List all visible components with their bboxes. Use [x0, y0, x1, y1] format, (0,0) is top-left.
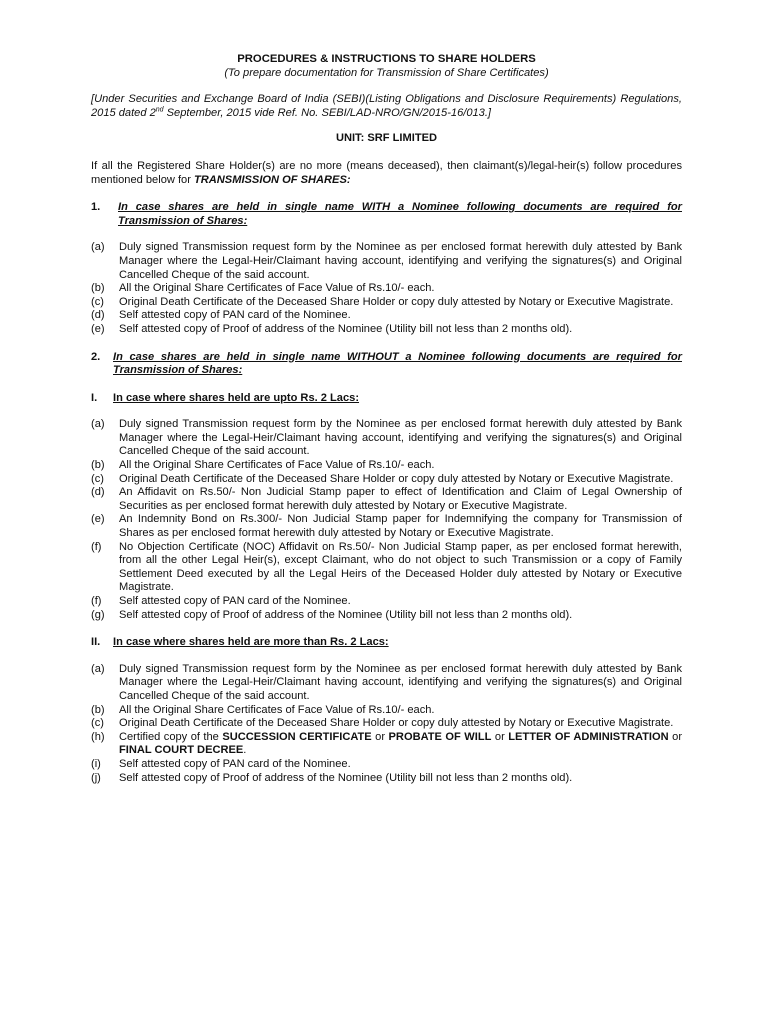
item-text: No Objection Certificate (NOC) Affidavit on Rs.50/- Non Judicial Stamp paper, as per enclosed format herewith, from all the other Legal Heir(s), except Claimant, who do not object to such Transmission or a copy of Family Settlement Deed executed by all the Legal Heirs of the Deceased Holder duly attested by Notary or Executive Magistrate.	[119, 540, 682, 594]
list-item	[91, 296, 682, 310]
list-item	[91, 309, 682, 323]
item-text: Self attested copy of PAN card of the Nominee.	[119, 757, 351, 770]
list-item	[91, 717, 682, 731]
item-h-text-2: or	[371, 730, 389, 743]
item-h-text-5: .	[243, 744, 247, 757]
item-text: Duly signed Transmission request form by the Nominee as per enclosed format herewith duly attested by Bank Manager where the Legal-Heir/Claimant having account, identifying and verifying the signatures(s) and Original Cancelled Cheque of the said account.	[119, 662, 682, 702]
probate-of-will: PROBATE OF WILL	[388, 730, 492, 743]
list-item	[91, 609, 682, 623]
item-label: (c)	[91, 295, 104, 308]
intro-emphasis: TRANSMISSION OF SHARES:	[194, 173, 351, 186]
succession-certificate: SUCCESSION CERTIFICATE	[222, 730, 372, 743]
part-i-heading	[91, 392, 682, 406]
regulation-reference	[91, 93, 682, 120]
item-label: (b)	[91, 282, 105, 295]
item-label: (a)	[91, 662, 105, 675]
item-text: All the Original Share Certificates of Face Value of Rs.10/- each.	[119, 459, 435, 472]
part-i-list	[91, 418, 682, 622]
list-item	[91, 704, 682, 718]
section-heading-text: In case shares are held in single name WITHOUT a Nominee following documents are required for Transmission of Shares:	[113, 350, 682, 377]
item-text: Self attested copy of Proof of address of the Nominee (Utility bill not less than 2 months old).	[119, 322, 573, 335]
item-label: (f)	[91, 595, 102, 607]
item-label: (e)	[91, 322, 105, 335]
item-label: (h)	[91, 730, 105, 743]
item-label: (e)	[91, 513, 105, 526]
section-1-heading	[91, 201, 682, 228]
item-label: (c)	[91, 717, 104, 730]
item-text: Duly signed Transmission request form by the Nominee as per enclosed format herewith duly attested by Bank Manager where the Legal-Heir/Claimant having account, identifying and verifying the signatures(s) and Original Cancelled Cheque of the said account.	[119, 241, 682, 281]
item-text: Self attested copy of Proof of address of the Nominee (Utility bill not less than 2 months old).	[119, 771, 573, 784]
item-text: An Affidavit on Rs.50/- Non Judicial Stamp paper to effect of Identification and Claim of Legal Ownership of Securities as per enclosed format herewith duly attested by Notary or Executive Magistrate.	[119, 486, 682, 512]
document-title: PROCEDURES & INSTRUCTIONS TO SHARE HOLDERS	[237, 53, 536, 65]
item-label: (d)	[91, 486, 105, 499]
list-item	[91, 282, 682, 296]
letter-of-administration: LETTER OF ADMINISTRATION	[508, 730, 669, 743]
list-item	[91, 418, 682, 459]
item-label: (b)	[91, 703, 105, 716]
intro-paragraph	[91, 160, 682, 187]
part-heading-text: In case where shares held are upto Rs. 2 Lacs:	[113, 391, 360, 404]
item-text: All the Original Share Certificates of Face Value of Rs.10/- each.	[119, 703, 435, 716]
list-item	[91, 772, 682, 786]
list-item	[91, 473, 682, 487]
item-text: Self attested copy of PAN card of the Nominee.	[119, 595, 351, 607]
list-item	[91, 323, 682, 337]
item-text: Original Death Certificate of the Deceased Share Holder or copy duly attested by Notary or Executive Magistrate.	[119, 472, 674, 485]
part-ii-list	[91, 663, 682, 785]
item-label: (d)	[91, 309, 105, 322]
regulation-text-a: [Under Securities and Exchange Board of India (SEBI)(Listing Obligations and Disclosure Requirements) Regulations, 2015 dated 2	[91, 93, 682, 119]
section-number: 2.	[91, 350, 101, 363]
part-number: I.	[91, 391, 98, 404]
item-text: All the Original Share Certificates of Face Value of Rs.10/- each.	[119, 282, 435, 295]
item-h-text-4: or	[668, 730, 683, 743]
list-item	[91, 731, 682, 758]
section-heading-text: In case shares are held in single name WITH a Nominee following documents are required for Transmission of Shares:	[118, 201, 682, 227]
item-h-text-1: Certified copy of the	[119, 730, 223, 743]
part-number: II.	[91, 636, 101, 649]
part-heading-text: In case where shares held are more than Rs. 2 Lacs:	[113, 636, 389, 649]
item-label: (j)	[91, 771, 101, 784]
list-item	[91, 241, 682, 282]
item-h-text-3: or	[491, 730, 509, 743]
item-text: An Indemnity Bond on Rs.300/- Non Judicial Stamp paper for Indemnifying the company for Transmission of Shares as per enclosed format herewith duly attested by Notary or Executive Magistrate.	[119, 513, 682, 540]
list-item	[91, 663, 682, 704]
list-item	[91, 486, 682, 513]
intro-text: If all the Registered Share Holder(s) are no more (means deceased), then claimant(s)/legal-heir(s) follow procedures mentioned below for	[91, 159, 682, 186]
section-2-heading	[91, 351, 682, 378]
item-label: (a)	[91, 241, 105, 254]
list-item	[91, 595, 682, 609]
document-subtitle: (To prepare documentation for Transmission of Share Certificates)	[224, 66, 549, 79]
item-text: Self attested copy of PAN card of the Nominee.	[119, 309, 351, 322]
unit-label: UNIT: SRF LIMITED	[335, 132, 438, 145]
item-label: (f)	[91, 540, 102, 553]
regulation-text-b: September, 2015 vide Ref. No. SEBI/LAD-NRO/GN/2015-16/013.]	[163, 106, 492, 119]
item-label: (c)	[91, 472, 104, 485]
item-text	[119, 731, 682, 758]
regulation-ordinal: nd	[155, 106, 164, 114]
item-text: Original Death Certificate of the Deceased Share Holder or copy duly attested by Notary or Executive Magistrate.	[119, 295, 674, 308]
item-text: Duly signed Transmission request form by the Nominee as per enclosed format herewith duly attested by Bank Manager where the Legal-Heir/Claimant having account, identifying and verifying the signatures(s) and Original Cancelled Cheque of the said account.	[119, 418, 682, 458]
list-item	[91, 758, 682, 772]
section-number: 1.	[91, 201, 101, 214]
part-ii-heading	[91, 636, 682, 650]
section-1-list	[91, 241, 682, 336]
item-text: Original Death Certificate of the Deceased Share Holder or copy duly attested by Notary or Executive Magistrate.	[119, 717, 674, 730]
item-label: (g)	[91, 608, 105, 621]
final-court-decree: FINAL COURT DECREE	[119, 744, 244, 757]
item-label: (b)	[91, 459, 105, 472]
item-label: (a)	[91, 418, 105, 431]
document-page	[91, 53, 682, 785]
list-item	[91, 541, 682, 595]
list-item	[91, 459, 682, 473]
item-text: Self attested copy of Proof of address of the Nominee (Utility bill not less than 2 months old).	[119, 608, 573, 621]
list-item	[91, 513, 682, 540]
item-label: (i)	[91, 757, 101, 770]
